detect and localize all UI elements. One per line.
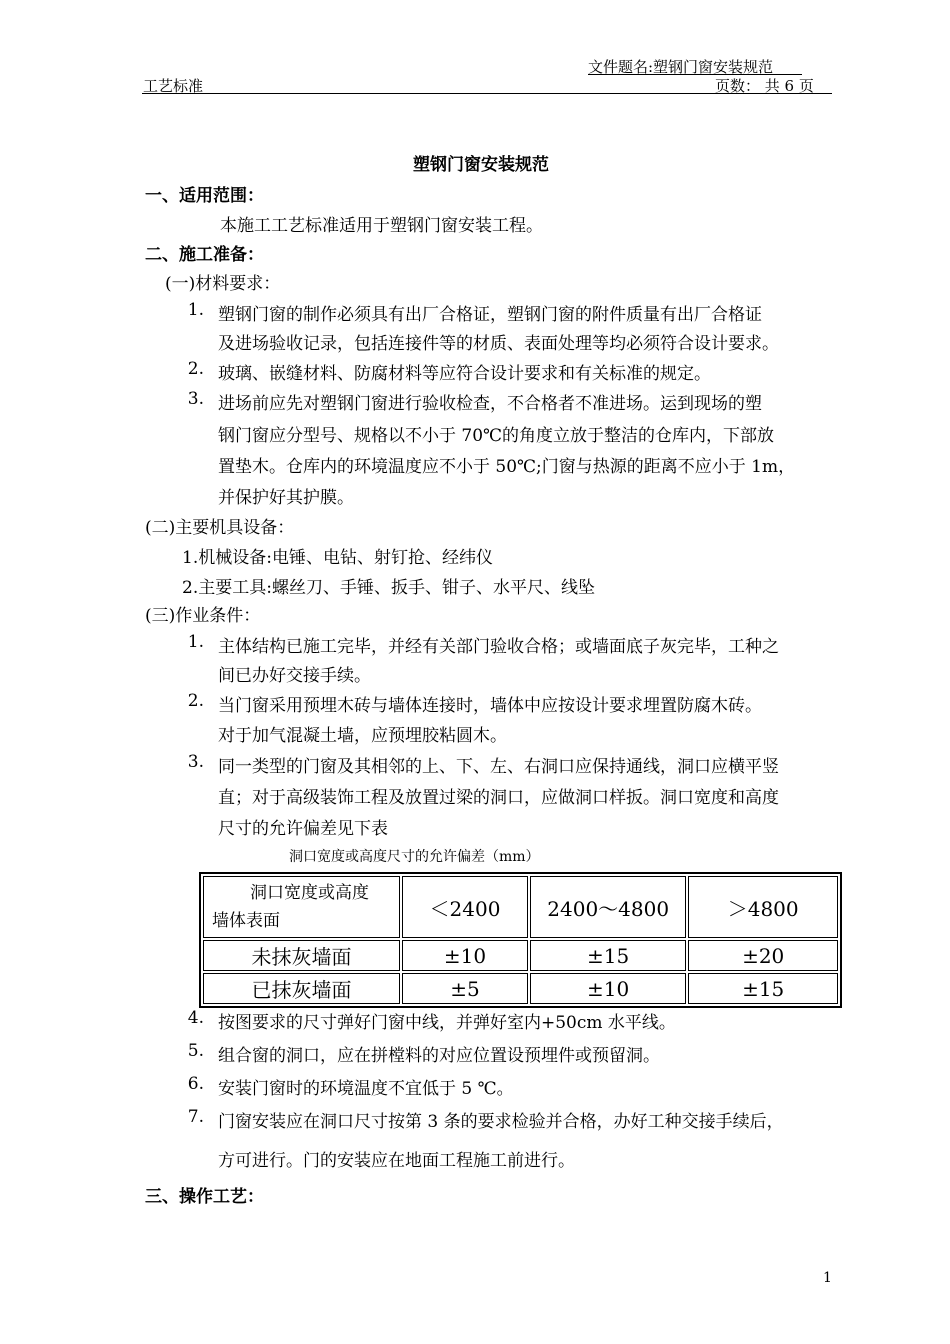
tolerance-table xyxy=(199,872,842,1008)
list-item-line: 门窗安装应在洞口尺寸按第 3 条的要求检验并合格，办好工种交接手续后， xyxy=(218,1112,784,1132)
column-header: ＞4800 xyxy=(688,876,838,938)
list-item-number: 1. xyxy=(187,300,204,320)
list-item-number: 2. xyxy=(187,691,204,711)
table-row xyxy=(203,940,838,971)
list-item-line: 并保护好其护膜。 xyxy=(218,488,354,508)
table-row xyxy=(203,973,838,1004)
table-header-row xyxy=(203,876,838,938)
list-item-number: 1. xyxy=(187,632,204,652)
list-item-line: 安装门窗时的环境温度不宜低于 5 ℃。 xyxy=(218,1079,514,1099)
list-item-number: 3. xyxy=(187,389,204,409)
list-item-line: 组合窗的洞口，应在拼樘料的对应位置设预埋件或预留洞。 xyxy=(218,1046,660,1066)
list-item-line: 主体结构已施工完毕，并经有关部门验收合格；或墙面底子灰完毕，工种之 xyxy=(218,637,779,657)
page-number: 1 xyxy=(823,1270,832,1286)
table-caption: 洞口宽度或高度尺寸的允许偏差（mm） xyxy=(289,849,540,865)
row-label: 已抹灰墙面 xyxy=(203,973,400,1004)
section2-heading: 二、施工准备： xyxy=(145,245,264,265)
section3-heading: 三、操作工艺： xyxy=(145,1187,264,1207)
list-item-number: 2. xyxy=(187,359,204,379)
list-item-line: 进场前应先对塑钢门窗进行验收检查，不合格者不准进场。运到现场的塑 xyxy=(218,394,762,414)
list-item-line: 及进场验收记录，包括连接件等的材质、表面处理等均必须符合设计要求。 xyxy=(218,334,779,354)
table-cell: ±10 xyxy=(402,940,528,971)
list-item-line: 间已办好交接手续。 xyxy=(218,666,371,686)
list-item-line: 钢门窗应分型号、规格以不小于 70℃的角度立放于整洁的仓库内，下部放 xyxy=(218,426,775,446)
table-cell: ±5 xyxy=(402,973,528,1004)
list-item: 2.主要工具:螺丝刀、手锤、扳手、钳子、水平尺、线坠 xyxy=(182,578,595,598)
list-item-number: 4. xyxy=(187,1008,204,1028)
list-item: 1.机械设备:电锤、电钻、射钉抢、经纬仪 xyxy=(182,548,493,568)
list-item-line: 玻璃、嵌缝材料、防腐材料等应符合设计要求和有关标准的规定。 xyxy=(218,364,711,384)
list-item-line: 当门窗采用预埋木砖与墙体连接时，墙体中应按设计要求埋置防腐木砖。 xyxy=(218,696,762,716)
page-count: 页数： 共 6 页 xyxy=(715,77,814,95)
list-item-number: 3. xyxy=(187,752,204,772)
column-header: 2400～4800 xyxy=(530,876,686,938)
corner-top-label: 洞口宽度或高度 xyxy=(250,883,369,903)
header-divider xyxy=(142,93,832,94)
category-label: 工艺标准 xyxy=(143,77,204,95)
list-item-line: 尺寸的允许偏差见下表 xyxy=(218,819,388,839)
table-cell: ±15 xyxy=(530,940,686,971)
corner-bottom-label: 墙体表面 xyxy=(212,911,280,931)
list-item-line: 对于加气混凝土墙，应预埋胶粘圆木。 xyxy=(218,726,507,746)
list-item-number: 7. xyxy=(187,1107,204,1127)
list-item-line: 同一类型的门窗及其相邻的上、下、左、右洞口应保持通线，洞口应横平竖 xyxy=(218,757,779,777)
row-label: 未抹灰墙面 xyxy=(203,940,400,971)
table-cell: ±15 xyxy=(688,973,838,1004)
list-item-line: 按图要求的尺寸弹好门窗中线，并弹好室内+50cm 水平线。 xyxy=(218,1013,676,1033)
table-corner-cell xyxy=(203,876,400,938)
table-cell: ±10 xyxy=(530,973,686,1004)
table-cell: ±20 xyxy=(688,940,838,971)
sub2-heading: (二)主要机具设备： xyxy=(145,518,295,538)
doc-name: 文件题名:塑钢门窗安装规范 xyxy=(588,58,774,76)
page-title: 塑钢门窗安装规范 xyxy=(413,155,549,175)
section1-text: 本施工工艺标准适用于塑钢门窗安装工程。 xyxy=(220,216,543,236)
list-item-line: 直；对于高级装饰工程及放置过梁的洞口，应做洞口样扳。洞口宽度和高度 xyxy=(218,788,779,808)
sub1-heading: (一)材料要求： xyxy=(165,274,281,294)
column-header: ＜2400 xyxy=(402,876,528,938)
sub3-heading: (三)作业条件： xyxy=(145,606,261,626)
list-item-number: 5. xyxy=(187,1041,204,1061)
list-item-line: 置垫木。仓库内的环境温度应不小于 50℃;门窗与热源的距离不应小于 1m， xyxy=(218,457,796,477)
list-item-line: 塑钢门窗的制作必须具有出厂合格证，塑钢门窗的附件质量有出厂合格证 xyxy=(218,305,762,325)
list-item-line: 方可进行。门的安装应在地面工程施工前进行。 xyxy=(218,1151,575,1171)
list-item-number: 6. xyxy=(187,1074,204,1094)
section1-heading: 一、适用范围： xyxy=(145,186,264,206)
